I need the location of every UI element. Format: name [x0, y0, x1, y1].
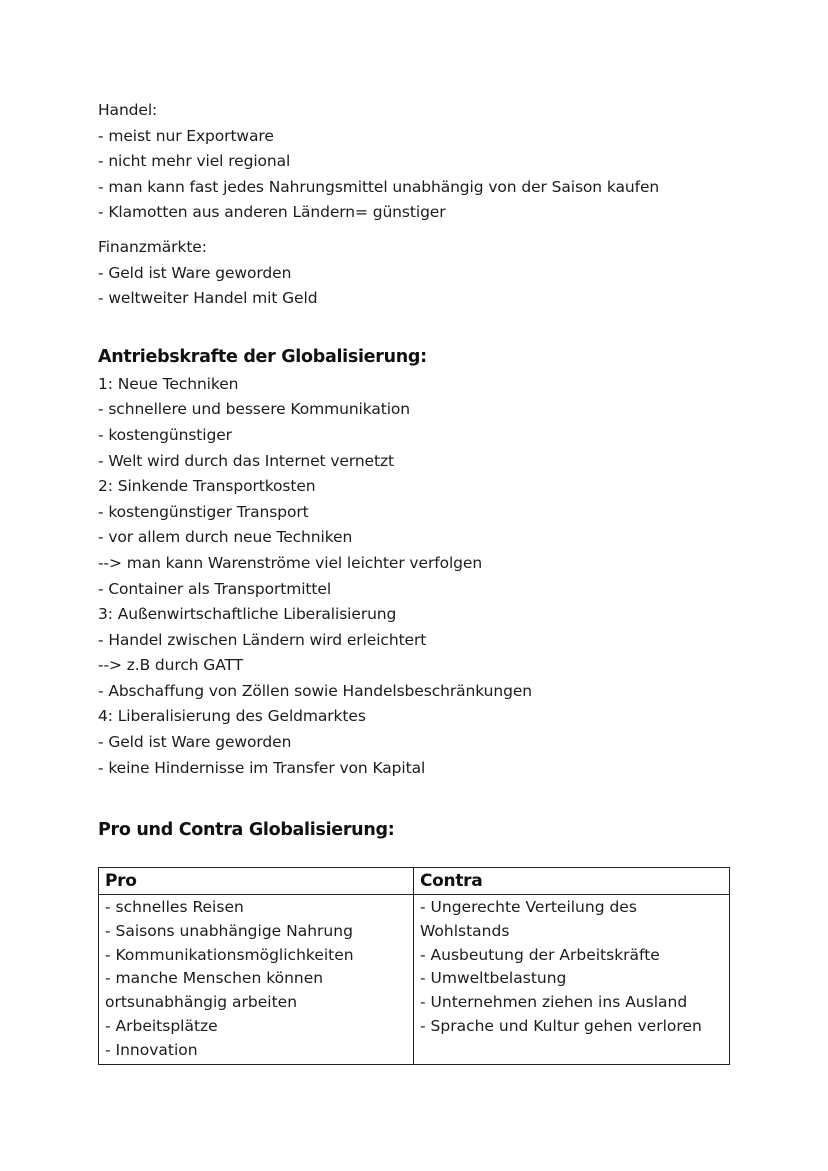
antrieb-line: - Abschaffung von Zöllen sowie Handelsbeschränkungen [98, 681, 532, 700]
antrieb-line: - vor allem durch neue Techniken [98, 528, 353, 547]
contra-header: Contra [414, 868, 730, 895]
pro-item: - Kommunikationsmöglichkeiten [105, 945, 354, 964]
antrieb-line: 4: Liberalisierung des Geldmarktes [98, 707, 366, 726]
handel-item: - nicht mehr viel regional [98, 152, 291, 171]
contra-item: - Ausbeutung der Arbeitskräfte [420, 945, 660, 964]
procontra-heading: Pro und Contra Globalisierung: [98, 820, 395, 841]
antrieb-line: 1: Neue Techniken [98, 374, 239, 393]
handel-item: - man kann fast jedes Nahrungsmittel unabhängig von der Saison kaufen [98, 177, 660, 196]
table-header-row [99, 868, 730, 895]
pro-item: - Saisons unabhängige Nahrung [105, 921, 353, 940]
document-body [98, 98, 738, 843]
finanz-title: Finanzmärkte: [98, 237, 207, 256]
pro-header: Pro [99, 868, 414, 895]
contra-item: - Unternehmen ziehen ins Ausland [420, 993, 688, 1012]
finanz-item: - Geld ist Ware geworden [98, 263, 292, 282]
antrieb-heading: Antriebskrafte der Globalisierung: [98, 346, 427, 367]
handel-title: Handel: [98, 101, 158, 119]
pro-item: - Innovation [105, 1040, 198, 1059]
contra-item: - Ungerechte Verteilung des Wohlstands [420, 898, 637, 940]
antrieb-line: 2: Sinkende Transportkosten [98, 477, 316, 496]
antrieb-line: - keine Hindernisse im Transfer von Kapital [98, 758, 426, 777]
pro-cell [99, 895, 414, 1065]
pro-item: - manche Menschen können ortsunabhängig arbeiten [105, 969, 324, 1012]
antrieb-line: --> man kann Warenströme viel leichter verfolgen [98, 553, 483, 572]
antrieb-line: - kostengünstiger [98, 425, 232, 444]
table-row [99, 895, 730, 1065]
contra-item: - Sprache und Kultur gehen verloren [420, 1016, 702, 1035]
handel-item: - meist nur Exportware [98, 126, 274, 145]
finanz-item: - weltweiter Handel mit Geld [98, 289, 318, 308]
antrieb-line: - schnellere und bessere Kommunikation [98, 400, 411, 419]
antrieb-line: - Handel zwischen Ländern wird erleichtert [98, 630, 427, 649]
antrieb-line: - Container als Transportmittel [98, 579, 332, 598]
handel-item: - Klamotten aus anderen Ländern= günstiger [98, 203, 446, 222]
antrieb-line: --> z.B durch GATT [98, 656, 243, 675]
pro-item: - schnelles Reisen [105, 898, 244, 916]
antrieb-line: - Welt wird durch das Internet vernetzt [98, 451, 394, 470]
antrieb-line: - Geld ist Ware geworden [98, 733, 292, 752]
antrieb-line: - kostengünstiger Transport [98, 502, 309, 521]
pro-item: - Arbeitsplätze [105, 1016, 218, 1035]
contra-cell [414, 895, 730, 1065]
antrieb-line: 3: Außenwirtschaftliche Liberalisierung [98, 605, 397, 624]
pro-contra-table [98, 867, 730, 1065]
contra-item: - Umweltbelastung [420, 969, 567, 988]
